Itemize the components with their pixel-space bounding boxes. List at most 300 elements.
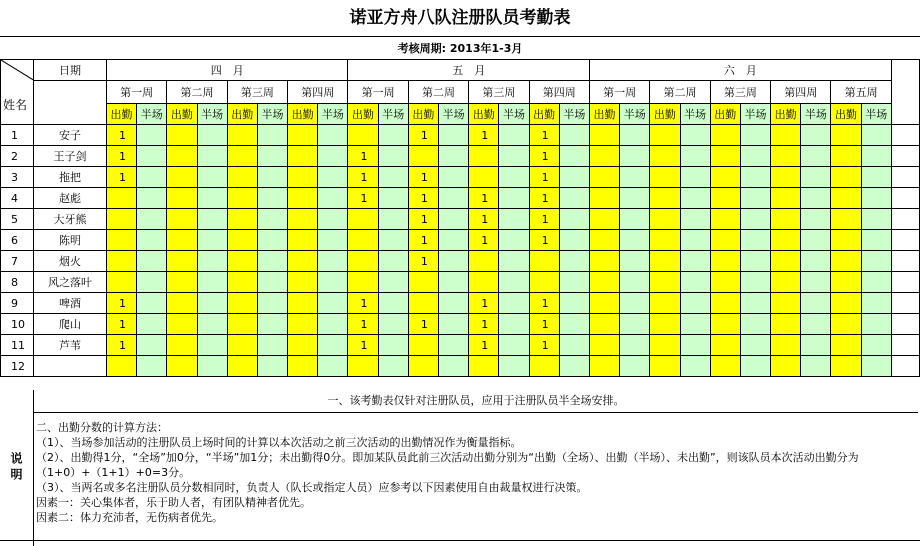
half-subheader: 半场 [499,104,529,125]
half-cell [861,230,891,251]
attend-cell [106,356,136,377]
half-cell [801,167,831,188]
row-number: 1 [1,125,34,146]
row-number: 4 [1,188,34,209]
half-cell [620,356,650,377]
half-cell [620,146,650,167]
blank-header [34,81,107,125]
attendance-table [0,59,920,377]
half-cell [559,293,589,314]
attend-cell [227,251,257,272]
sheet-title: 诺亚方舟八队注册队员考勤表 [349,8,571,28]
month-header: 四 月 [106,60,348,81]
attend-cell [408,356,438,377]
half-cell [378,314,408,335]
table-row [1,293,920,314]
attend-cell [831,125,861,146]
half-cell [499,335,529,356]
half-cell [559,188,589,209]
table-row [1,335,920,356]
row-number: 12 [1,356,34,377]
half-cell [137,167,167,188]
attend-cell [650,209,680,230]
half-cell [740,356,770,377]
member-name: 赵彪 [34,188,107,209]
attend-cell [529,251,559,272]
week-header: 第四周 [288,81,348,104]
attend-cell [650,356,680,377]
half-cell [137,146,167,167]
half-cell [680,230,710,251]
half-cell [680,125,710,146]
table-row [1,209,920,230]
attend-cell [589,314,619,335]
half-cell [861,293,891,314]
attend-subheader: 出勤 [710,104,740,125]
note-body [36,420,916,525]
note-line: （2）、出勤得1分，“全场”加0分，“半场”加1分；未出勤得0分。即加某队员此前三次活动出勤分别为“出勤（全场）、出勤（半场）、未出勤”，则该队员本次活动出勤分为（1+0）+（1+1）+0=3分。 [36,451,859,479]
half-cell [137,293,167,314]
half-cell [861,356,891,377]
half-cell [740,188,770,209]
row-number: 9 [1,293,34,314]
attend-subheader: 出勤 [288,104,318,125]
note-line: 二、出勤分数的计算方法： [36,421,168,434]
half-cell [499,314,529,335]
attend-subheader: 出勤 [589,104,619,125]
half-cell [801,209,831,230]
week-header: 第三周 [227,81,287,104]
half-cell [740,209,770,230]
attend-cell [710,272,740,293]
attend-cell [650,125,680,146]
row-number: 11 [1,335,34,356]
table-row [1,356,920,377]
half-cell [499,209,529,230]
half-cell [680,167,710,188]
attend-cell [227,167,257,188]
attend-cell [771,125,801,146]
attend-cell [167,314,197,335]
note-line: （3）、当两名或多名注册队员分数相同时，负责人（队长或指定人员）应参考以下因素使用自由裁量权进行决策。 [36,481,588,494]
member-name: 陈明 [34,230,107,251]
attend-cell [589,335,619,356]
attend-cell [106,209,136,230]
week-header: 第一周 [589,81,649,104]
half-cell [620,251,650,272]
half-cell [439,335,469,356]
half-cell [197,293,227,314]
attend-cell: 1 [106,146,136,167]
attend-cell [771,335,801,356]
spare-cell [891,251,919,272]
attend-cell [589,125,619,146]
attend-cell [167,167,197,188]
half-cell [740,293,770,314]
attend-cell [771,167,801,188]
half-cell [439,146,469,167]
half-cell [439,272,469,293]
half-cell [197,314,227,335]
half-cell [318,125,348,146]
attend-cell [227,272,257,293]
attend-cell [589,356,619,377]
attend-cell [771,230,801,251]
attend-cell [167,293,197,314]
attend-cell [288,293,318,314]
member-name: 风之落叶 [34,272,107,293]
half-cell [197,188,227,209]
half-cell [378,188,408,209]
half-cell [137,272,167,293]
half-cell [740,335,770,356]
half-cell [499,125,529,146]
attend-cell [227,125,257,146]
half-cell [801,356,831,377]
half-cell [680,335,710,356]
half-cell [318,167,348,188]
attend-cell [831,251,861,272]
attend-cell [589,188,619,209]
half-cell [197,272,227,293]
attend-cell [710,230,740,251]
half-cell [439,314,469,335]
member-name: 烟火 [34,251,107,272]
attend-cell [589,272,619,293]
attend-cell [348,356,378,377]
attend-cell [408,335,438,356]
half-cell [740,167,770,188]
attend-cell [348,251,378,272]
attend-cell [589,167,619,188]
half-cell [740,230,770,251]
half-cell [257,335,287,356]
name-header: 姓名 [3,98,28,112]
attend-cell: 1 [408,167,438,188]
attend-cell: 1 [408,251,438,272]
half-cell [801,251,831,272]
half-cell [740,125,770,146]
half-cell [378,272,408,293]
half-cell [137,230,167,251]
half-cell [197,230,227,251]
attend-cell [469,167,499,188]
half-cell [740,272,770,293]
half-cell [318,314,348,335]
half-cell [197,209,227,230]
week-header: 第三周 [710,81,770,104]
note-line-1: 一、该考勤表仅针对注册队员，应用于注册队员半全场安排。 [34,390,918,413]
attend-cell [650,251,680,272]
spare-cell [891,125,919,146]
attend-cell [771,146,801,167]
attend-cell: 1 [106,293,136,314]
half-cell [740,146,770,167]
half-subheader: 半场 [318,104,348,125]
month-header: 五 月 [348,60,590,81]
attend-cell [106,188,136,209]
attend-cell [348,230,378,251]
attend-subheader: 出勤 [529,104,559,125]
week-header: 第二周 [408,81,468,104]
half-cell [801,125,831,146]
week-header: 第三周 [469,81,529,104]
attend-cell [288,125,318,146]
half-cell [680,356,710,377]
attend-cell [710,146,740,167]
half-cell [378,125,408,146]
spare-cell [891,356,919,377]
half-subheader: 半场 [257,104,287,125]
half-cell [680,209,710,230]
attend-cell [589,230,619,251]
attend-cell [831,146,861,167]
table-row [1,272,920,293]
bottom-border [0,540,920,541]
half-cell [559,146,589,167]
attend-cell [167,272,197,293]
member-name: 啤酒 [34,293,107,314]
spare-cell [891,188,919,209]
attend-cell [288,146,318,167]
half-cell [378,293,408,314]
member-name: 爬山 [34,314,107,335]
attend-cell: 1 [106,125,136,146]
half-subheader: 半场 [137,104,167,125]
attend-subheader: 出勤 [167,104,197,125]
attend-cell: 1 [348,293,378,314]
attend-cell: 1 [348,314,378,335]
attend-cell [106,251,136,272]
attend-cell [771,272,801,293]
attend-cell [710,209,740,230]
attend-cell: 1 [529,167,559,188]
row-number: 10 [1,314,34,335]
half-cell [137,335,167,356]
attend-cell: 1 [469,335,499,356]
member-name: 拖把 [34,167,107,188]
half-subheader: 半场 [197,104,227,125]
half-cell [559,167,589,188]
half-subheader: 半场 [680,104,710,125]
half-cell [257,209,287,230]
attend-cell [348,209,378,230]
attend-cell [106,272,136,293]
attend-cell: 1 [529,230,559,251]
spare-cell [891,272,919,293]
attend-cell [710,167,740,188]
half-cell [378,251,408,272]
attend-cell: 1 [348,146,378,167]
half-subheader: 半场 [801,104,831,125]
half-cell [499,188,529,209]
half-cell [318,272,348,293]
corner-diagonal-cell [1,60,34,125]
attend-cell [167,335,197,356]
row-number: 8 [1,272,34,293]
row-number: 5 [1,209,34,230]
attend-cell [288,230,318,251]
attend-cell: 1 [106,314,136,335]
attend-cell [227,293,257,314]
attend-cell [650,188,680,209]
attend-cell [650,146,680,167]
member-name [34,356,107,377]
attend-cell [710,335,740,356]
attend-cell [831,188,861,209]
half-cell [680,188,710,209]
half-cell [257,293,287,314]
attend-cell [710,125,740,146]
attend-cell [288,272,318,293]
half-cell [439,209,469,230]
attend-cell [106,230,136,251]
half-cell [559,230,589,251]
attend-cell [771,356,801,377]
attend-cell [589,209,619,230]
half-cell [318,293,348,314]
attend-cell: 1 [469,125,499,146]
attend-cell [710,293,740,314]
attend-cell [167,251,197,272]
attend-subheader: 出勤 [469,104,499,125]
spare-cell [891,209,919,230]
half-subheader: 半场 [861,104,891,125]
half-cell [861,335,891,356]
half-cell [740,314,770,335]
half-cell [620,167,650,188]
attend-cell: 1 [529,293,559,314]
half-cell [620,125,650,146]
attend-cell [650,167,680,188]
notes-section [0,390,920,546]
half-cell [620,314,650,335]
half-cell [318,251,348,272]
attend-cell [650,314,680,335]
half-cell [559,125,589,146]
half-cell [197,251,227,272]
member-name: 王子剑 [34,146,107,167]
attend-cell [348,272,378,293]
attend-cell [831,230,861,251]
attend-cell [710,314,740,335]
attend-cell [288,209,318,230]
attend-cell [469,146,499,167]
half-cell [257,146,287,167]
attend-cell [227,146,257,167]
attend-cell: 1 [469,188,499,209]
table-row [1,146,920,167]
attend-cell: 1 [348,188,378,209]
table-row [1,125,920,146]
row-number: 7 [1,251,34,272]
attend-cell: 1 [408,125,438,146]
member-name: 芦苇 [34,335,107,356]
attend-cell: 1 [408,314,438,335]
attend-cell [227,356,257,377]
half-cell [801,314,831,335]
half-cell [861,188,891,209]
half-cell [861,125,891,146]
half-cell [499,230,529,251]
attend-cell [831,314,861,335]
half-cell [439,125,469,146]
week-header: 第五周 [831,81,891,104]
attend-cell [227,230,257,251]
attend-cell: 1 [529,209,559,230]
half-cell [559,272,589,293]
attend-cell [227,209,257,230]
attend-cell [408,272,438,293]
attend-cell [288,356,318,377]
attend-cell: 1 [408,209,438,230]
half-cell [680,272,710,293]
half-cell [680,293,710,314]
half-cell [137,251,167,272]
attend-cell: 1 [529,188,559,209]
half-subheader: 半场 [620,104,650,125]
attend-cell: 1 [348,167,378,188]
half-cell [861,251,891,272]
attend-cell [771,314,801,335]
spare-cell [891,293,919,314]
attend-cell [167,209,197,230]
attend-cell [710,251,740,272]
attend-cell [710,188,740,209]
attend-cell [227,314,257,335]
attend-subheader: 出勤 [106,104,136,125]
half-cell [439,356,469,377]
half-cell [318,335,348,356]
attend-cell [650,230,680,251]
spare-cell [891,314,919,335]
half-cell [801,335,831,356]
attend-cell [288,314,318,335]
attend-cell [771,188,801,209]
attend-cell [288,167,318,188]
date-header: 日期 [34,60,107,81]
half-cell [559,209,589,230]
half-cell [620,188,650,209]
attend-cell: 1 [106,167,136,188]
month-header: 六 月 [589,60,891,81]
attend-cell [831,272,861,293]
spare-cell [891,335,919,356]
half-cell [137,314,167,335]
half-cell [378,209,408,230]
note-line: 因素一：关心集体者，乐于助人者，有团队精神者优先。 [36,496,311,509]
half-cell [801,146,831,167]
half-cell [378,356,408,377]
half-cell [257,167,287,188]
attend-cell [771,209,801,230]
half-cell [861,146,891,167]
half-cell [439,188,469,209]
half-cell [620,230,650,251]
half-cell [801,188,831,209]
attend-cell: 1 [529,335,559,356]
half-cell [620,209,650,230]
attend-cell [167,356,197,377]
half-cell [801,230,831,251]
half-cell [137,188,167,209]
attend-cell: 1 [348,335,378,356]
attend-subheader: 出勤 [408,104,438,125]
attend-cell: 1 [529,314,559,335]
half-cell [559,335,589,356]
half-subheader: 半场 [740,104,770,125]
week-header: 第一周 [348,81,408,104]
